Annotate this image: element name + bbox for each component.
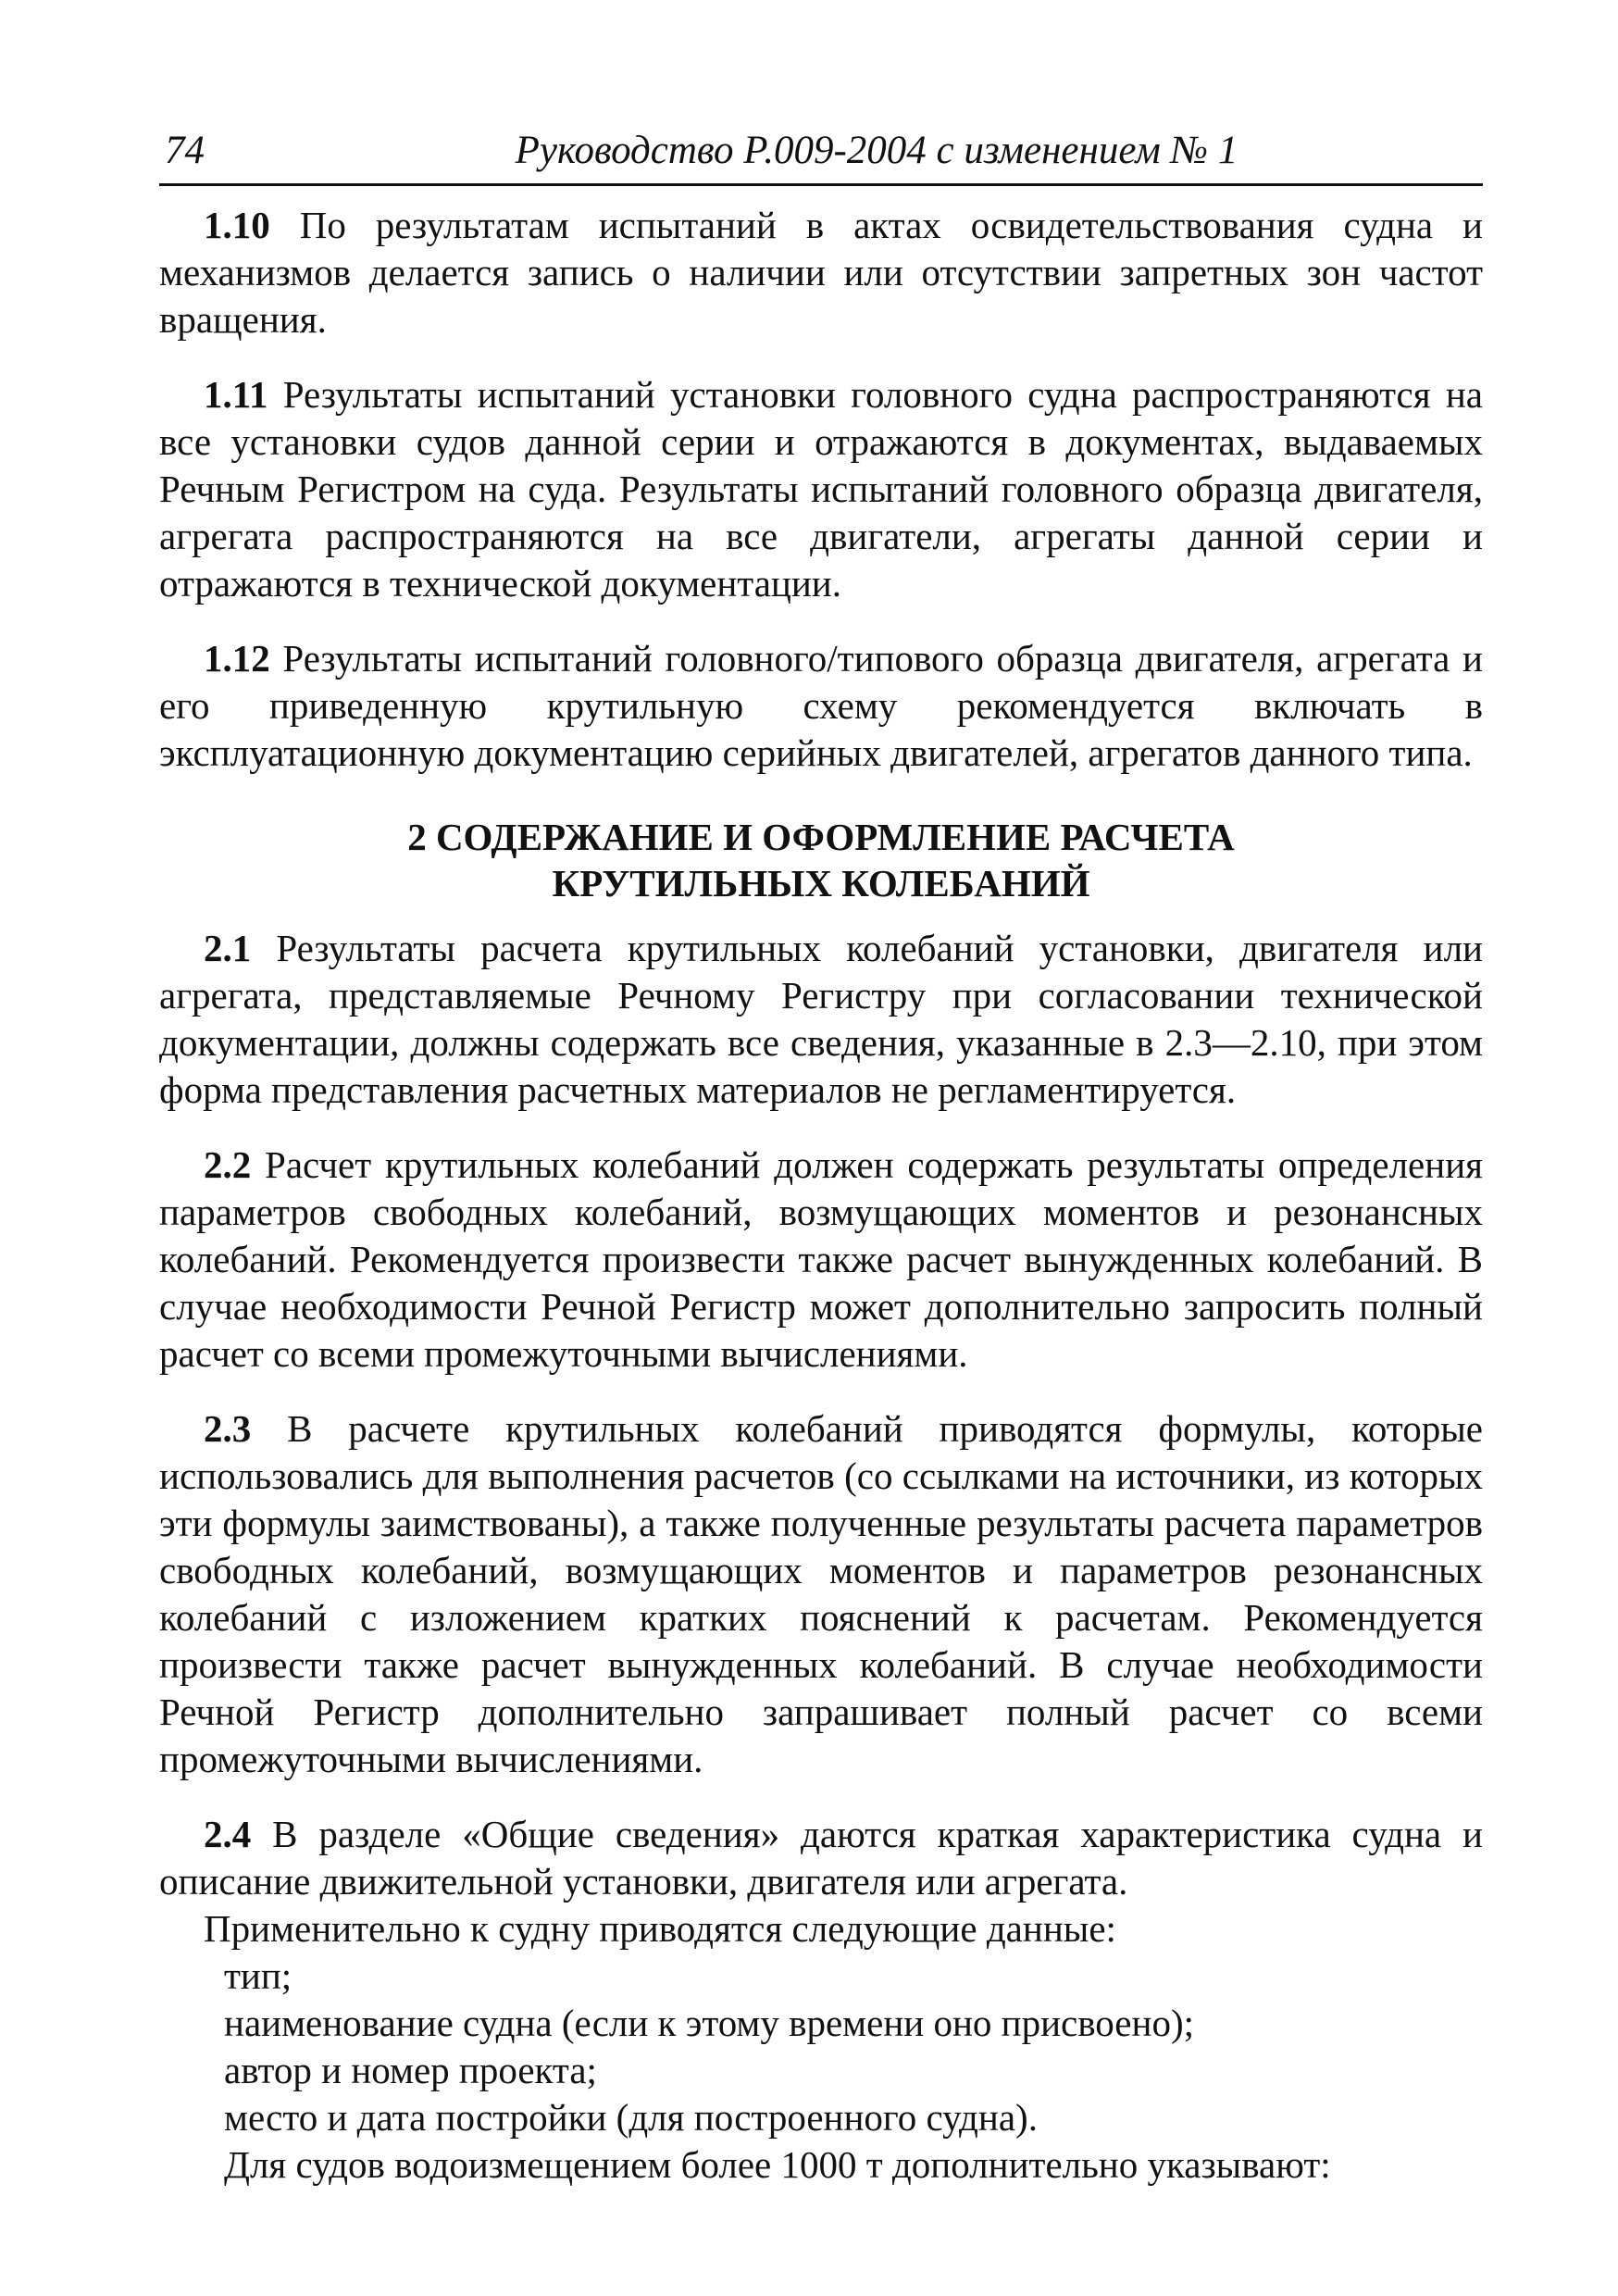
displacement-note: Для судов водоизмещением более 1000 т дополнительно указывают: <box>224 2143 1331 2186</box>
paragraph-1-12 <box>159 635 1483 777</box>
clause-text: В расчете крутильных колебаний приводятся формулы, которые использовались для выполнения расчетов (со ссылками на источники, из которых эти формулы заимствованы), а также полученные результаты расчета параметров свободных колебаний, возмущающих моментов и параметров резонансных колебаний с изложением кратких пояснений к расчетам. Рекомендуется произвести также расчет вынужденных колебаний. В случае необходимости Речной Регистр дополнительно запрашивает полный расчет со всеми промежуточными вычислениями. <box>159 1407 1483 1780</box>
section-title-line-2: КРУТИЛЬНЫХ КОЛЕБАНИЙ <box>552 862 1090 905</box>
clause-number: 2.4 <box>204 1813 252 1855</box>
section-title-line-1: 2 СОДЕРЖАНИЕ И ОФОРМЛЕНИЕ РАСЧЕТА <box>407 816 1235 858</box>
clause-text: Результаты расчета крутильных колебаний установки, двигателя или агрегата, представляемые Речному Регистру при согласовании технической документации, должны содержать все сведения, указанные в 2.3—2.10, при этом форма представления расчетных материалов не регламентируется. <box>159 927 1483 1111</box>
clause-text: Расчет крутильных колебаний должен содержать результаты определения параметров свободных колебаний, возмущающих моментов и резонансных колебаний. Рекомендуется произвести также расчет вынужденных колебаний. В случае необходимости Речной Регистр может дополнительно запросить полный расчет со всеми промежуточными вычислениями. <box>159 1143 1483 1375</box>
clause-text: По результатам испытаний в актах освидетельствования судна и механизмов делается запись о наличии или отсутствии запретных зон частот вращения. <box>159 204 1483 341</box>
vessel-data-intro: Применительно к судну приводятся следующие данные: <box>204 1907 1116 1950</box>
clause-number: 1.12 <box>204 637 270 680</box>
paragraph-1-11 <box>159 371 1483 607</box>
section-2-heading <box>159 814 1483 906</box>
clause-number: 2.3 <box>204 1407 252 1450</box>
clause-number: 2.2 <box>204 1143 252 1186</box>
clause-number: 2.1 <box>204 927 252 969</box>
paragraph-2-3 <box>159 1405 1483 1783</box>
clause-number: 1.10 <box>204 204 270 246</box>
paragraph-2-4 <box>159 1811 1483 1905</box>
page-number: 74 <box>165 129 205 172</box>
list-item: тип; <box>224 1954 292 1997</box>
list-item: место и дата постройки (для построенного судна). <box>224 2096 1038 2139</box>
paragraph-1-10 <box>159 202 1483 343</box>
page-header <box>159 128 1483 186</box>
list-item: наименование судна (если к этому времени оно присвоено); <box>224 2002 1194 2044</box>
paragraph-2-1 <box>159 925 1483 1114</box>
page-body <box>159 202 1483 2189</box>
paragraph-2-2 <box>159 1142 1483 1378</box>
running-title: Руководство Р.009-2004 с изменением № 1 <box>515 129 1238 172</box>
clause-text: Результаты испытаний головного/типового образца двигателя, агрегата и его приведенную крутильную схему рекомендуется включать в эксплуатационную документацию серийных двигателей, агрегатов данного типа. <box>159 637 1483 774</box>
clause-number: 1.11 <box>204 373 268 416</box>
clause-text: Результаты испытаний установки головного судна распространяются на все установки судов данной серии и отражаются в документах, выдаваемых Речным Регистром на суда. Результаты испытаний головного образца двигателя, агрегата распространяются на все двигатели, агрегаты данной серии и отражаются в технической документации. <box>159 373 1483 605</box>
list-item: автор и номер проекта; <box>224 2049 597 2091</box>
clause-text: В разделе «Общие сведения» даются краткая характеристика судна и описание движительной установки, двигателя или агрегата. <box>159 1813 1483 1903</box>
